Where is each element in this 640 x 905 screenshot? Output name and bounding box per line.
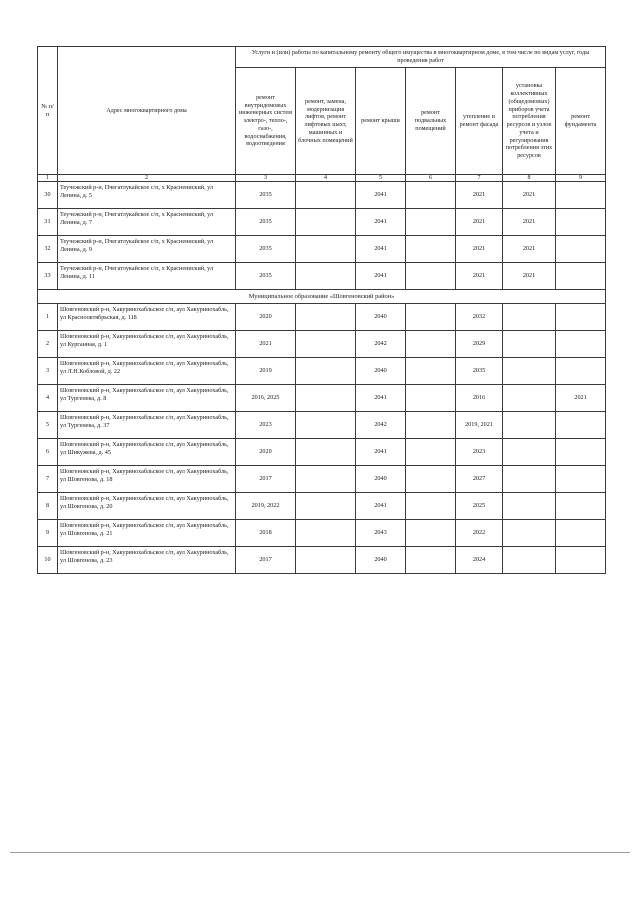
- table-row: [38, 385, 606, 412]
- row-value-c8: 2021: [503, 263, 556, 290]
- row-value-c3: 2019: [236, 358, 296, 385]
- row-value-c9: [556, 236, 606, 263]
- row-number: 10: [38, 547, 58, 574]
- row-value-c8: [503, 358, 556, 385]
- row-value-c8: 2021: [503, 236, 556, 263]
- row-value-c5: 2041: [356, 493, 406, 520]
- row-number: 33: [38, 263, 58, 290]
- row-number: 3: [38, 358, 58, 385]
- column-number: 5: [356, 175, 406, 182]
- row-value-c6: [406, 547, 456, 574]
- row-value-c4: [296, 182, 356, 209]
- row-value-c5: 2042: [356, 412, 406, 439]
- row-address: Теучежский р-н, Пчегатлукайское с/п, х Краснениский, ул Ленина, д. 7: [58, 209, 236, 236]
- row-value-c5: 2040: [356, 358, 406, 385]
- header-col-roof: ремонт крыши: [356, 68, 406, 175]
- column-number: 6: [406, 175, 456, 182]
- row-value-c3: 2018: [236, 520, 296, 547]
- column-number: 9: [556, 175, 606, 182]
- table-row: [38, 182, 606, 209]
- row-value-c3: 2035: [236, 182, 296, 209]
- row-address: Шовгеновский р-н, Хакуринохабльское с/п, аул Хакуринохабль, ул Курганная, д. 1: [58, 331, 236, 358]
- column-number-row: [38, 175, 606, 182]
- row-value-c4: [296, 412, 356, 439]
- row-value-c8: [503, 412, 556, 439]
- row-address: Шовгеновский р-н, Хакуринохабльское с/п, аул Хакуринохабль, ул Тургенева, д. 37: [58, 412, 236, 439]
- row-address: Шовгеновский р-н, Хакуринохабльское с/п, аул Хакуринохабль, ул Краснооктябрьская, д. 118: [58, 304, 236, 331]
- column-number: 3: [236, 175, 296, 182]
- row-value-c7: 2022: [456, 520, 503, 547]
- row-value-c6: [406, 209, 456, 236]
- row-value-c5: 2040: [356, 304, 406, 331]
- row-address: Теучежский р-н, Пчегатлукайское с/п, х Краснениский, ул Ленина, д. 5: [58, 182, 236, 209]
- row-address: Теучежский р-н, Пчегатлукайское с/п, х Краснениский, ул Ленина, д. 11: [58, 263, 236, 290]
- row-value-c5: 2040: [356, 466, 406, 493]
- column-number: 8: [503, 175, 556, 182]
- row-value-c8: [503, 493, 556, 520]
- header-col-basement: ремонт подвальных помещений: [406, 68, 456, 175]
- row-value-c4: [296, 358, 356, 385]
- row-value-c6: [406, 385, 456, 412]
- row-value-c8: 2021: [503, 209, 556, 236]
- row-value-c3: 2019, 2022: [236, 493, 296, 520]
- section-row: [38, 290, 606, 304]
- row-value-c8: [503, 466, 556, 493]
- table-row: [38, 304, 606, 331]
- row-number: 32: [38, 236, 58, 263]
- row-value-c9: [556, 263, 606, 290]
- table-body-teuchezh: [38, 182, 606, 290]
- row-value-c9: [556, 493, 606, 520]
- table-row: [38, 466, 606, 493]
- column-number: 2: [58, 175, 236, 182]
- row-number: 5: [38, 412, 58, 439]
- table-row: [38, 412, 606, 439]
- table-row: [38, 439, 606, 466]
- row-value-c9: [556, 331, 606, 358]
- row-address: Шовгеновский р-н, Хакуринохабльское с/п, аул Хакуринохабль, ул Тургенева, д. 8: [58, 385, 236, 412]
- row-value-c9: 2021: [556, 385, 606, 412]
- row-address: Шовгеновский р-н, Хакуринохабльское с/п, аул Хакуринохабль, ул Шовгенова, д. 18: [58, 466, 236, 493]
- row-value-c7: 2021: [456, 236, 503, 263]
- row-value-c9: [556, 439, 606, 466]
- row-number: 8: [38, 493, 58, 520]
- row-value-c8: [503, 547, 556, 574]
- row-value-c5: 2040: [356, 547, 406, 574]
- section-title: Муниципальное образование «Шовгеновский район»: [38, 290, 606, 304]
- row-value-c5: 2042: [356, 331, 406, 358]
- row-number: 30: [38, 182, 58, 209]
- row-value-c9: [556, 182, 606, 209]
- row-value-c6: [406, 331, 456, 358]
- row-value-c8: 2021: [503, 182, 556, 209]
- header-col-number: № п/п: [38, 47, 58, 175]
- table-row: [38, 209, 606, 236]
- header-row-top: [38, 47, 606, 68]
- row-value-c6: [406, 236, 456, 263]
- row-address: Шовгеновский р-н, Хакуринохабльское с/п, аул Хакуринохабль, ул Шикужева, д. 45: [58, 439, 236, 466]
- row-value-c6: [406, 263, 456, 290]
- row-value-c5: 2041: [356, 263, 406, 290]
- row-value-c7: 2023: [456, 439, 503, 466]
- row-value-c4: [296, 385, 356, 412]
- row-value-c8: [503, 520, 556, 547]
- row-value-c5: 2041: [356, 236, 406, 263]
- capital-repair-table: [37, 46, 606, 574]
- row-value-c4: [296, 236, 356, 263]
- row-address: Шовгеновский р-н, Хакуринохабльское с/п, аул Хакуринохабль, ул Шовгенова, д. 21: [58, 520, 236, 547]
- row-address: Шовгеновский р-н, Хакуринохабльское с/п, аул Хакуринохабль, ул Л.Н.Кобловой, д. 22: [58, 358, 236, 385]
- row-value-c4: [296, 209, 356, 236]
- row-number: 4: [38, 385, 58, 412]
- row-value-c6: [406, 412, 456, 439]
- row-value-c7: 2019, 2021: [456, 412, 503, 439]
- row-value-c6: [406, 304, 456, 331]
- row-value-c9: [556, 547, 606, 574]
- row-number: 2: [38, 331, 58, 358]
- row-address: Теучежский р-н, Пчегатлукайское с/п, х Краснениский, ул Ленина, д. 9: [58, 236, 236, 263]
- row-value-c6: [406, 520, 456, 547]
- row-number: 1: [38, 304, 58, 331]
- header-col-address: Адрес многоквартирного дома: [58, 47, 236, 175]
- row-value-c6: [406, 358, 456, 385]
- row-value-c4: [296, 331, 356, 358]
- row-value-c8: [503, 304, 556, 331]
- table-section: [38, 290, 606, 304]
- row-value-c7: 2032: [456, 304, 503, 331]
- row-number: 6: [38, 439, 58, 466]
- row-number: 7: [38, 466, 58, 493]
- row-value-c3: 2023: [236, 412, 296, 439]
- header-col-facade: утепление и ремонт фасада: [456, 68, 503, 175]
- column-number: 1: [38, 175, 58, 182]
- row-value-c9: [556, 358, 606, 385]
- row-value-c5: 2041: [356, 182, 406, 209]
- row-value-c3: 2016, 2025: [236, 385, 296, 412]
- row-value-c9: [556, 412, 606, 439]
- row-value-c3: 2020: [236, 439, 296, 466]
- row-value-c8: [503, 439, 556, 466]
- row-value-c7: 2021: [456, 209, 503, 236]
- row-value-c4: [296, 439, 356, 466]
- row-value-c3: 2035: [236, 236, 296, 263]
- row-number: 9: [38, 520, 58, 547]
- row-value-c6: [406, 182, 456, 209]
- row-value-c7: 2024: [456, 547, 503, 574]
- row-value-c6: [406, 439, 456, 466]
- row-value-c3: 2035: [236, 263, 296, 290]
- row-value-c4: [296, 263, 356, 290]
- header-col-meters: установка коллективных (общедомовых) приборов учета потребления ресурсов и узлов учета и регулирования потребления этих ресурсов: [503, 68, 556, 175]
- column-number: 7: [456, 175, 503, 182]
- row-value-c7: 2021: [456, 263, 503, 290]
- row-value-c8: [503, 385, 556, 412]
- row-value-c7: 2035: [456, 358, 503, 385]
- row-value-c5: 2043: [356, 520, 406, 547]
- table-row: [38, 493, 606, 520]
- table-body-shovgenov: [38, 304, 606, 574]
- row-number: 31: [38, 209, 58, 236]
- row-value-c3: 2017: [236, 466, 296, 493]
- row-value-c4: [296, 547, 356, 574]
- table-row: [38, 263, 606, 290]
- table-row: [38, 547, 606, 574]
- row-address: Шовгеновский р-н, Хакуринохабльское с/п, аул Хакуринохабль, ул Шовгенова, д. 23: [58, 547, 236, 574]
- header-col-engineering: ремонт внутридомовых инженерных систем электро-, тепло-, газо-, водоснабжения, водоотведения: [236, 68, 296, 175]
- row-value-c4: [296, 304, 356, 331]
- row-value-c3: 2017: [236, 547, 296, 574]
- header-col-elevators: ремонт, замена, модернизация лифтов, ремонт лифтовых шахт, машинных и блочных помещений: [296, 68, 356, 175]
- document-page: [37, 46, 605, 574]
- row-value-c4: [296, 493, 356, 520]
- row-value-c7: 2025: [456, 493, 503, 520]
- table-row: [38, 520, 606, 547]
- row-value-c4: [296, 466, 356, 493]
- row-value-c7: 2029: [456, 331, 503, 358]
- row-value-c7: 2021: [456, 182, 503, 209]
- table-row: [38, 236, 606, 263]
- row-value-c5: 2041: [356, 439, 406, 466]
- header-col-foundation: ремонт фундамента: [556, 68, 606, 175]
- row-value-c7: 2027: [456, 466, 503, 493]
- row-value-c9: [556, 520, 606, 547]
- row-value-c5: 2041: [356, 385, 406, 412]
- row-value-c6: [406, 493, 456, 520]
- row-value-c3: 2020: [236, 304, 296, 331]
- page-divider: [10, 852, 630, 853]
- row-value-c3: 2035: [236, 209, 296, 236]
- row-value-c4: [296, 520, 356, 547]
- row-value-c7: 2016: [456, 385, 503, 412]
- row-value-c9: [556, 466, 606, 493]
- row-value-c6: [406, 466, 456, 493]
- column-number: 4: [296, 175, 356, 182]
- row-value-c8: [503, 331, 556, 358]
- row-value-c5: 2041: [356, 209, 406, 236]
- row-value-c3: 2021: [236, 331, 296, 358]
- table-row: [38, 331, 606, 358]
- row-value-c9: [556, 304, 606, 331]
- table-row: [38, 358, 606, 385]
- row-address: Шовгеновский р-н, Хакуринохабльское с/п, аул Хакуринохабль, ул Шовгенова, д. 20: [58, 493, 236, 520]
- header-group-title: Услуги и (или) работы по капитальному ремонту общего имущества в многоквартирном доме, в том числе по видам услуг, годы проведения работ: [236, 47, 606, 68]
- row-value-c9: [556, 209, 606, 236]
